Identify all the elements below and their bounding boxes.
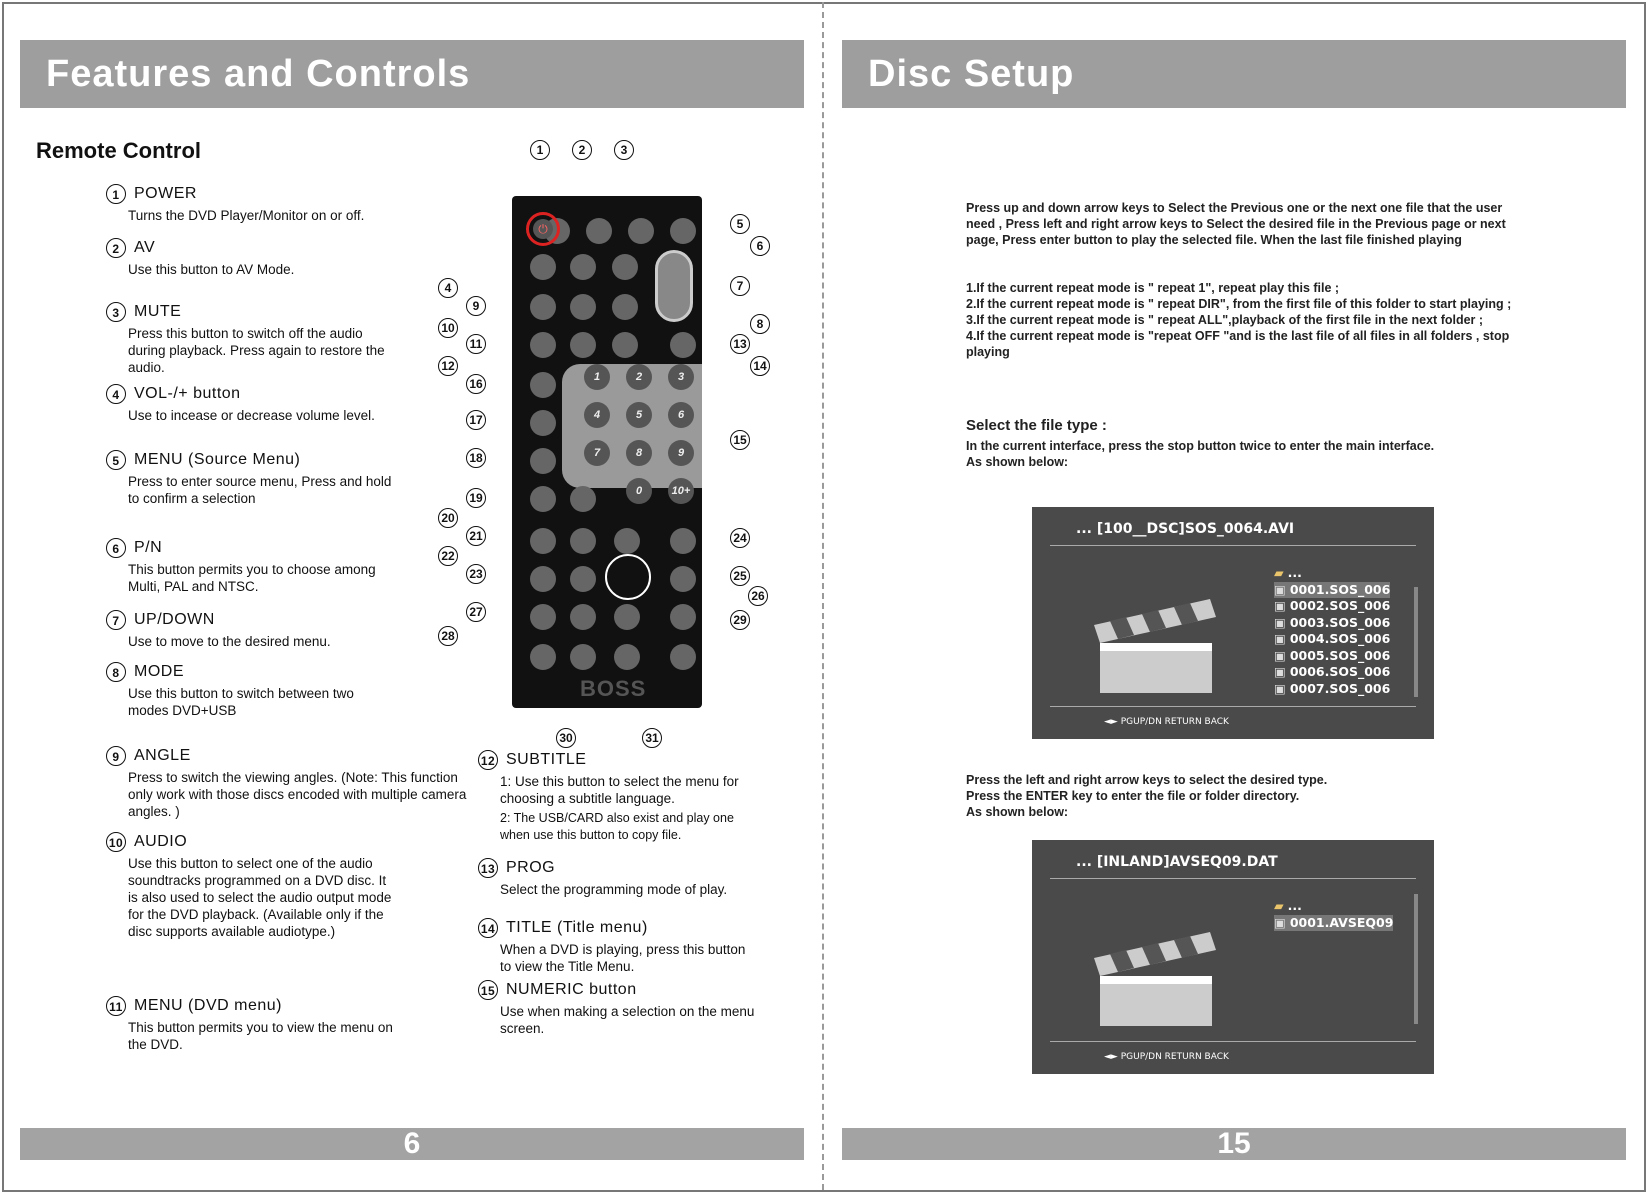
- intro-paragraph: Press up and down arrow keys to Select the Previous one or the next one file that the user need , Press left and right arrow keys to Select the desired file in the Previous page or next page, Press enter button to play the selected file. When the last file finished playing: [966, 201, 1506, 247]
- callout-number: 17: [466, 410, 486, 430]
- feature-title: [478, 980, 778, 1000]
- feature-number: 13: [478, 858, 498, 878]
- callout-number: 25: [730, 566, 750, 586]
- feature-number: 10: [106, 832, 126, 852]
- remote-button[interactable]: [530, 486, 556, 512]
- remote-button[interactable]: [670, 604, 696, 630]
- feature-desc: Use this button to switch between two modes DVD+USB: [128, 686, 354, 718]
- numeric-key[interactable]: 10+: [668, 478, 694, 504]
- file-name: 0007.SOS_006: [1289, 680, 1391, 696]
- remote-button[interactable]: [570, 566, 596, 592]
- feature-number: 3: [106, 302, 126, 322]
- remote-button[interactable]: [570, 486, 596, 512]
- screen2-title: ... [INLAND]AVSEQ09.DAT: [1076, 854, 1278, 870]
- file-item[interactable]: [1274, 681, 1390, 698]
- folder-icon: ▰: [1274, 565, 1284, 580]
- file-icon: ▣: [1274, 647, 1286, 663]
- feature-title-text: AV: [134, 239, 156, 257]
- feature-title: [106, 384, 466, 404]
- feature-title-text: MUTE: [134, 303, 182, 321]
- remote-control-title: Remote Control: [36, 138, 201, 163]
- remote-button[interactable]: [530, 294, 556, 320]
- feature-number: 5: [106, 450, 126, 470]
- feature-title-text: ANGLE: [134, 747, 191, 765]
- file-browser-screen-1: [1032, 507, 1434, 739]
- feature-title: [106, 832, 466, 852]
- file-icon: ▣: [1274, 680, 1286, 696]
- remote-button[interactable]: [612, 294, 638, 320]
- callout-number: 16: [466, 374, 486, 394]
- feature-title-text: POWER: [134, 185, 197, 203]
- feature-number: 9: [106, 746, 126, 766]
- as-shown-2: As shown below:: [966, 805, 1069, 819]
- callout-number: 31: [642, 728, 662, 748]
- remote-button[interactable]: [614, 528, 640, 554]
- feature-desc: Use this button to AV Mode.: [128, 262, 295, 277]
- remote-button[interactable]: [570, 254, 596, 280]
- remote-button[interactable]: [614, 644, 640, 670]
- as-shown-1: As shown below:: [966, 455, 1069, 469]
- feature-item: [478, 918, 778, 975]
- feature-title-text: MODE: [134, 663, 184, 681]
- feature-desc-2: 2: The USB/CARD also exist and play one when use this button to copy file.: [500, 811, 734, 842]
- middle-text-2: Press the ENTER key to enter the file or folder directory.: [966, 789, 1300, 803]
- page-divider: [822, 2, 824, 1190]
- folder-icon: ▰: [1274, 898, 1284, 913]
- callout-number: 14: [750, 356, 770, 376]
- callout-number: 1: [530, 140, 550, 160]
- remote-brand: BOSS: [580, 676, 647, 701]
- remote-button[interactable]: [530, 566, 556, 592]
- screen1-file-list: [1274, 565, 1390, 697]
- callout-number: 6: [750, 236, 770, 256]
- callout-number: 18: [466, 448, 486, 468]
- callout-number: 8: [750, 314, 770, 334]
- file-name: ...: [1287, 898, 1302, 913]
- select-title: Select the file type :: [966, 417, 1107, 434]
- file-browser-screen-2: [1032, 840, 1434, 1074]
- feature-title: [106, 662, 466, 682]
- callout-number: 21: [466, 526, 486, 546]
- feature-number: 1: [106, 184, 126, 204]
- up-down-pad: [655, 250, 693, 322]
- file-name: 0005.SOS_006: [1289, 647, 1391, 663]
- file-item[interactable]: [1274, 648, 1390, 665]
- callout-number: 24: [730, 528, 750, 548]
- remote-button[interactable]: [530, 254, 556, 280]
- numeric-key[interactable]: 3: [668, 364, 694, 390]
- feature-item: [478, 750, 778, 844]
- feature-item: [106, 450, 466, 507]
- remote-button[interactable]: [612, 332, 638, 358]
- feature-number: 7: [106, 610, 126, 630]
- feature-item: [106, 996, 466, 1053]
- feature-desc: Press to enter source menu, Press and hold to confirm a selection: [128, 474, 392, 506]
- feature-desc: Use this button to select one of the audio soundtracks programmed on a DVD disc. It is also used to select the audio output mode for the DVD playback. (Available only if the disc supports available audiotype.): [128, 856, 392, 939]
- file-name: 0002.SOS_006: [1289, 598, 1391, 613]
- right-page-footer: [842, 1128, 1626, 1160]
- remote-button[interactable]: [670, 332, 696, 358]
- feature-title-text: MENU (DVD menu): [134, 997, 282, 1015]
- feature-title: [106, 996, 466, 1016]
- remote-button[interactable]: [614, 604, 640, 630]
- file-name: 0004.SOS_006: [1289, 631, 1391, 646]
- feature-title: [106, 450, 466, 470]
- remote-button[interactable]: [670, 566, 696, 592]
- feature-item: [106, 832, 466, 940]
- feature-desc: Use to move to the desired menu.: [128, 634, 331, 649]
- remote-button[interactable]: [570, 294, 596, 320]
- callout-number: 3: [614, 140, 634, 160]
- feature-number: 4: [106, 384, 126, 404]
- callout-number: 22: [438, 546, 458, 566]
- feature-number: 14: [478, 918, 498, 938]
- file-icon: ▣: [1274, 664, 1286, 679]
- remote-button[interactable]: [670, 218, 696, 244]
- feature-title: [106, 238, 466, 258]
- feature-title-text: MENU (Source Menu): [134, 451, 301, 469]
- feature-desc: Press this button to switch off the audio during playback. Press again to restore the audio.: [128, 326, 385, 375]
- screen2-scrollbar[interactable]: [1414, 894, 1418, 1024]
- right-header: Disc Setup: [842, 40, 1626, 108]
- file-item[interactable]: [1274, 615, 1390, 632]
- feature-title: [106, 184, 466, 204]
- screen1-bottom-rule: [1050, 706, 1416, 707]
- callout-number: 7: [730, 276, 750, 296]
- callout-number: 2: [572, 140, 592, 160]
- feature-title-text: UP/DOWN: [134, 611, 215, 629]
- feature-title-text: VOL-/+ button: [134, 385, 241, 403]
- file-item[interactable]: [1274, 565, 1390, 582]
- file-item[interactable]: [1274, 582, 1390, 599]
- file-name: 0001.AVSEQ09: [1289, 914, 1394, 930]
- file-name: 0006.SOS_006: [1289, 664, 1391, 679]
- screen2-bottom-rule: [1050, 1041, 1416, 1042]
- power-icon: ⏻: [533, 219, 553, 239]
- numeric-key[interactable]: 6: [668, 402, 694, 428]
- feature-title-text: TITLE (Title menu): [506, 919, 648, 937]
- feature-title: [106, 746, 466, 766]
- callout-number: 15: [730, 430, 750, 450]
- remote-button[interactable]: [530, 410, 556, 436]
- feature-item: [106, 538, 466, 595]
- remote-button[interactable]: [612, 254, 638, 280]
- remote-button[interactable]: [530, 448, 556, 474]
- remote-button[interactable]: [586, 218, 612, 244]
- file-item[interactable]: [1274, 631, 1390, 648]
- numeric-key[interactable]: 5: [626, 402, 652, 428]
- callout-number: 20: [438, 508, 458, 528]
- feature-item: [106, 384, 466, 424]
- remote-button[interactable]: [570, 332, 596, 358]
- remote-button[interactable]: [530, 604, 556, 630]
- screen1-footer: ◄► PGUP/DN RETURN BACK: [1104, 717, 1229, 727]
- feature-title: [106, 538, 466, 558]
- remote-button[interactable]: [670, 528, 696, 554]
- left-page-number: 6: [403, 1127, 421, 1160]
- clapperboard-icon: [1090, 918, 1216, 1028]
- feature-item: [106, 610, 466, 650]
- feature-number: 2: [106, 238, 126, 258]
- feature-title: [106, 610, 466, 630]
- callout-number: 23: [466, 564, 486, 584]
- feature-item: [478, 980, 778, 1037]
- screen1-scrollbar[interactable]: [1414, 587, 1418, 697]
- screen1-top-rule: [1050, 545, 1416, 546]
- screen2-top-rule: [1050, 878, 1416, 879]
- remote-button[interactable]: [530, 644, 556, 670]
- enter-ring: [605, 554, 651, 600]
- feature-number: 11: [106, 996, 126, 1016]
- numeric-key[interactable]: 7: [584, 440, 610, 466]
- callout-number: 27: [466, 602, 486, 622]
- feature-item: [106, 302, 466, 376]
- feature-title-text: SUBTITLE: [506, 751, 587, 769]
- remote-button[interactable]: [570, 528, 596, 554]
- feature-title-text: P/N: [134, 539, 163, 557]
- select-desc: In the current interface, press the stop button twice to enter the main interface.: [966, 439, 1435, 453]
- feature-item: [106, 746, 466, 820]
- file-item[interactable]: [1274, 598, 1390, 615]
- feature-number: 15: [478, 980, 498, 1000]
- feature-item: [106, 184, 466, 224]
- feature-desc: Select the programming mode of play.: [500, 882, 728, 897]
- clapperboard-icon: [1090, 585, 1216, 695]
- callout-number: 29: [730, 610, 750, 630]
- callout-number: 4: [438, 278, 458, 298]
- screen2-footer: ◄► PGUP/DN RETURN BACK: [1104, 1052, 1229, 1062]
- repeat-rule: 1.If the current repeat mode is " repeat 1", repeat play this file ;: [966, 281, 1340, 295]
- remote-button[interactable]: [570, 644, 596, 670]
- file-name: 0003.SOS_006: [1289, 614, 1391, 630]
- screen2-file-list: [1274, 898, 1393, 931]
- remote-button[interactable]: [670, 644, 696, 670]
- feature-title-text: AUDIO: [134, 833, 188, 851]
- left-header: Features and Controls: [20, 40, 804, 108]
- feature-desc: When a DVD is playing, press this button to view the Title Menu.: [500, 942, 746, 974]
- repeat-rule: 2.If the current repeat mode is " repeat DIR", from the first file of this folder to start playing ;: [966, 297, 1512, 311]
- callout-number: 13: [730, 334, 750, 354]
- remote-button[interactable]: [570, 604, 596, 630]
- feature-title-text: NUMERIC button: [506, 981, 637, 999]
- callout-number: 19: [466, 488, 486, 508]
- file-item[interactable]: [1274, 915, 1393, 932]
- callout-number: 11: [466, 334, 486, 354]
- remote-button[interactable]: [628, 218, 654, 244]
- feature-number: 6: [106, 538, 126, 558]
- feature-desc: Press to switch the viewing angles. (Note: This function only work with those discs encoded with multiple camera angles. ): [128, 770, 467, 819]
- left-page-footer: [20, 1128, 804, 1160]
- repeat-rules: [966, 280, 1546, 360]
- file-icon: ▣: [1274, 614, 1286, 630]
- feature-number: 8: [106, 662, 126, 682]
- right-page-number: 15: [1217, 1127, 1251, 1160]
- remote-button[interactable]: [530, 528, 556, 554]
- numeric-key[interactable]: 2: [626, 364, 652, 390]
- file-icon: ▣: [1274, 631, 1286, 646]
- callout-number: 26: [748, 586, 768, 606]
- numeric-key[interactable]: 4: [584, 402, 610, 428]
- feature-desc: 1: Use this button to select the menu for choosing a subtitle language.: [500, 774, 739, 806]
- feature-title: [478, 858, 778, 878]
- callout-number: 30: [556, 728, 576, 748]
- numeric-key[interactable]: 9: [668, 440, 694, 466]
- feature-desc: Use when making a selection on the menu screen.: [500, 1004, 755, 1036]
- callout-number: 12: [438, 356, 458, 376]
- numeric-key[interactable]: 1: [584, 364, 610, 390]
- feature-title: [106, 302, 466, 322]
- feature-desc: This button permits you to view the menu on the DVD.: [128, 1020, 393, 1052]
- file-name: 0001.SOS_006: [1289, 581, 1391, 597]
- numeric-key[interactable]: 8: [626, 440, 652, 466]
- file-icon: ▣: [1274, 581, 1286, 597]
- file-icon: ▣: [1274, 914, 1286, 930]
- remote-button[interactable]: [530, 372, 556, 398]
- callout-number: 10: [438, 318, 458, 338]
- feature-item: [106, 238, 466, 278]
- middle-text: Press the left and right arrow keys to select the desired type.: [966, 773, 1328, 787]
- feature-number: 12: [478, 750, 498, 770]
- callout-number: 5: [730, 214, 750, 234]
- feature-desc: Use to incease or decrease volume level.: [128, 408, 375, 423]
- screen1-title: ... [100__DSC]SOS_0064.AVI: [1076, 521, 1295, 537]
- feature-title-text: PROG: [506, 859, 556, 877]
- feature-item: [106, 662, 466, 719]
- callout-number: 28: [438, 626, 458, 646]
- repeat-rule: 4.If the current repeat mode is "repeat OFF "and is the last file of all files in all folders , stop playing: [966, 329, 1510, 359]
- callout-number: 9: [466, 296, 486, 316]
- file-item[interactable]: [1274, 898, 1393, 915]
- remote-button[interactable]: [530, 332, 556, 358]
- feature-desc: Turns the DVD Player/Monitor on or off.: [128, 208, 365, 223]
- file-item[interactable]: [1274, 664, 1390, 681]
- feature-desc: This button permits you to choose among Multi, PAL and NTSC.: [128, 562, 376, 594]
- file-icon: ▣: [1274, 598, 1286, 613]
- feature-title: [478, 918, 778, 938]
- repeat-rule: 3.If the current repeat mode is " repeat ALL",playback of the first file in the next folder ;: [966, 313, 1484, 327]
- file-name: ...: [1287, 565, 1302, 580]
- feature-title: [478, 750, 778, 770]
- feature-item: [478, 858, 778, 898]
- numeric-key[interactable]: 0: [626, 478, 652, 504]
